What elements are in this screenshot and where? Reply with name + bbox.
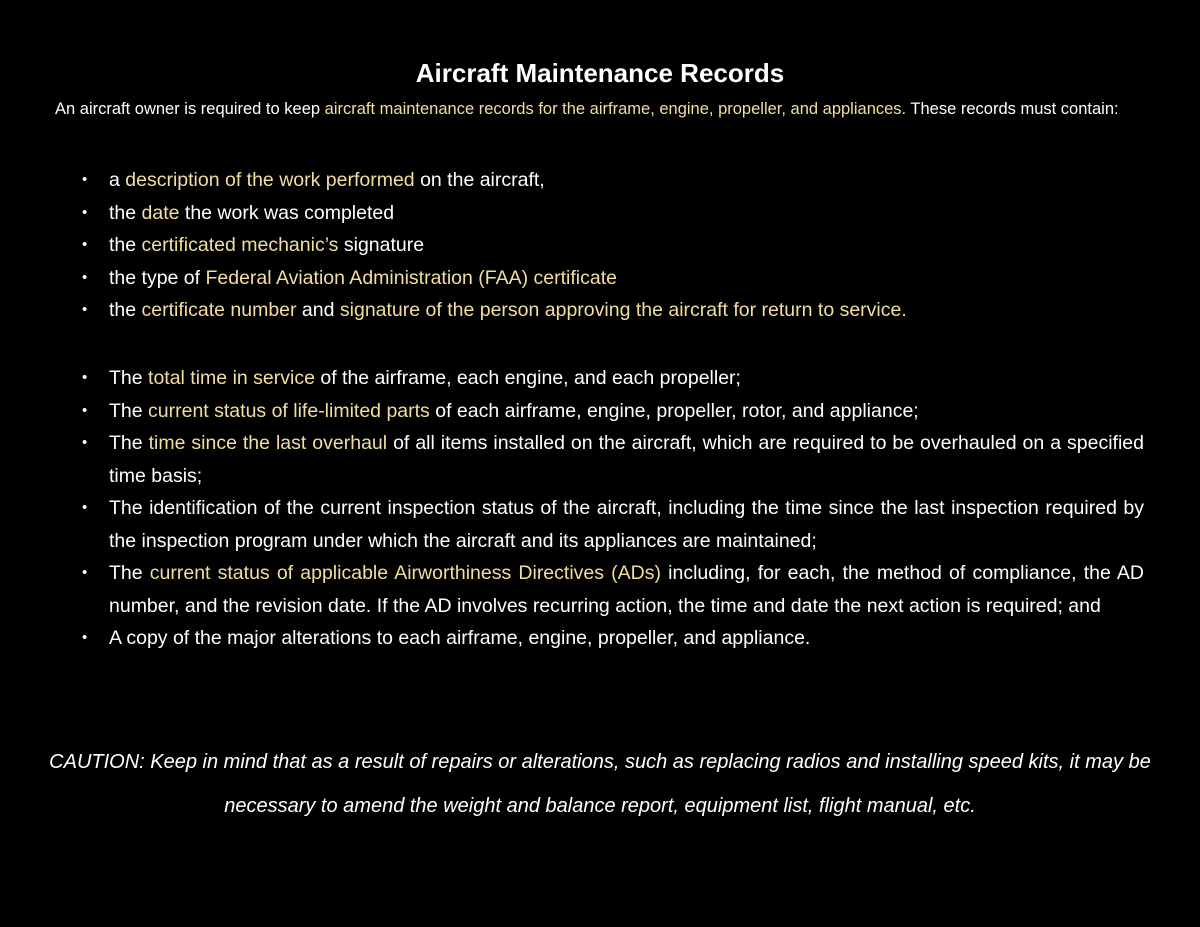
text-segment: the <box>109 234 142 256</box>
text-segment: the <box>109 299 142 321</box>
highlighted-text: current status of applicable Airworthiness Directives (ADs) <box>149 562 661 584</box>
text-segment: The <box>109 432 149 454</box>
highlighted-text: signature of the person approving the aircraft for return to service. <box>339 299 907 321</box>
text-segment: the work was completed <box>179 201 395 224</box>
list-item <box>0 557 1144 622</box>
text-segment: The <box>109 562 150 584</box>
list-item <box>0 164 1144 197</box>
highlighted-text: description of the work performed <box>125 169 415 191</box>
text-segment: on the aircraft, <box>414 169 545 191</box>
highlighted-text: certificated mechanic’s <box>141 234 339 256</box>
list-item <box>0 395 1144 428</box>
bullet-icon: • <box>82 236 88 253</box>
bullet-icon: • <box>82 434 88 451</box>
additional-records-list <box>0 362 1144 655</box>
list-item <box>0 492 1144 557</box>
highlighted-text: date <box>141 201 180 224</box>
text-segment: An aircraft owner is required to keep <box>55 100 325 118</box>
highlighted-text: aircraft maintenance records for the airframe, engine, propeller, and appliances. <box>324 100 907 118</box>
highlighted-text: total time in service <box>148 367 315 389</box>
highlighted-text: time since the last overhaul <box>148 432 388 454</box>
record-contents-list <box>0 164 1144 327</box>
list-item <box>0 229 1144 262</box>
text-segment: of all items installed on the aircraft, which are required to be overhauled on a specified time basis; <box>109 432 1144 487</box>
bullet-icon: • <box>82 268 88 286</box>
text-segment: a <box>109 169 126 191</box>
list-item <box>0 362 1144 395</box>
bullet-icon: • <box>82 499 88 516</box>
highlighted-text: current status of life-limited parts <box>148 399 430 422</box>
intro-paragraph <box>55 96 1145 123</box>
text-segment: the type of <box>109 266 206 289</box>
bullet-icon: • <box>82 203 88 221</box>
list-item <box>0 427 1144 492</box>
bullet-icon: • <box>82 401 88 419</box>
bullet-icon: • <box>82 369 88 386</box>
text-segment: The <box>109 367 149 389</box>
list-item <box>0 197 1144 230</box>
bullet-icon: • <box>82 564 88 581</box>
text-segment: The <box>109 399 149 422</box>
bullet-icon: • <box>82 171 88 188</box>
text-segment: The identification of the current inspection status of the aircraft, including the time since the last inspection required by the inspection program under which the aircraft and its appliances are maintained; <box>109 497 1144 552</box>
text-segment: including, for each, the method of compliance, the AD number, and the revision date. If the AD involves recurring action, the time and date the next action is required; and <box>109 562 1144 617</box>
caution-note: CAUTION: Keep in mind that as a result of repairs or alterations, such as replacing radios and installing speed kits, it may be necessary to amend the weight and balance report, equipment list, flight manual, etc. <box>49 751 1151 817</box>
text-segment: and <box>296 299 340 321</box>
text-segment: of the airframe, each engine, and each propeller; <box>314 367 741 389</box>
list-item <box>0 294 1144 327</box>
list-item <box>0 622 1144 655</box>
bullet-icon: • <box>82 629 88 646</box>
text-segment: These records must contain: <box>906 100 1119 118</box>
bullet-icon: • <box>82 301 88 318</box>
text-segment: the <box>109 201 142 224</box>
text-segment: A copy of the major alterations to each airframe, engine, propeller, and appliance. <box>109 627 811 649</box>
text-segment: signature <box>338 234 425 256</box>
page-title: Aircraft Maintenance Records <box>415 58 785 88</box>
highlighted-text: Federal Aviation Administration (FAA) certificate <box>205 266 617 289</box>
highlighted-text: certificate number <box>141 299 297 321</box>
text-segment: of each airframe, engine, propeller, rotor, and appliance; <box>429 399 919 422</box>
list-item <box>0 262 1144 295</box>
